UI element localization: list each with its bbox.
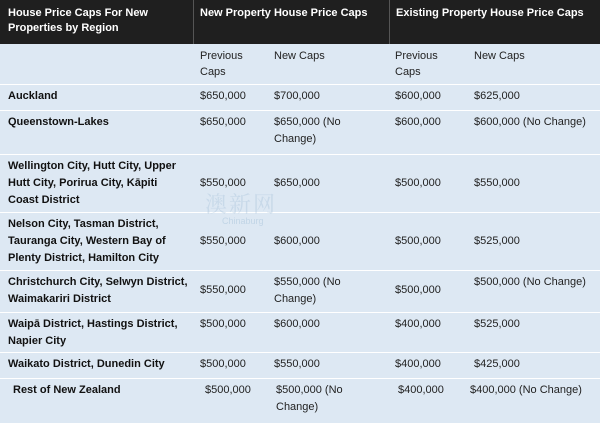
- existing-new-cap: $600,000 (No Change): [474, 116, 586, 128]
- new-cap: $500,000 (No Change): [276, 384, 343, 413]
- new-cap: $700,000: [274, 90, 320, 102]
- watermark-subtext: Chinaburg: [222, 216, 264, 226]
- header-divider: [389, 0, 390, 44]
- header-new-property: New Property House Price Caps: [200, 7, 368, 19]
- existing-new-cap: $500,000 (No Change): [474, 276, 586, 288]
- header-region: House Price Caps For New Properties by Region: [8, 7, 148, 34]
- existing-new-cap: $550,000: [474, 177, 520, 189]
- existing-new-cap: $425,000: [474, 358, 520, 370]
- new-previous-cap: $500,000: [200, 358, 246, 370]
- region-cell: Wellington City, Hutt City, Upper Hutt City, Porirua City, Kāpiti Coast District: [8, 160, 177, 206]
- region-cell: Christchurch City, Selwyn District, Waimakariri District: [8, 276, 188, 305]
- new-previous-cap: $500,000: [200, 318, 246, 330]
- region-cell: Waipā District, Hastings District, Napier City: [8, 318, 178, 347]
- existing-previous-cap: $500,000: [395, 235, 441, 247]
- new-cap: $550,000 (No Change): [274, 276, 341, 305]
- existing-previous-cap: $400,000: [398, 384, 444, 396]
- subheader-existing-previous-caps: Previous Caps: [395, 50, 438, 78]
- new-cap: $600,000: [274, 318, 320, 330]
- existing-previous-cap: $400,000: [395, 358, 441, 370]
- new-previous-cap: $550,000: [200, 235, 246, 247]
- region-cell: Auckland: [8, 90, 58, 102]
- existing-previous-cap: $600,000: [395, 90, 441, 102]
- row-divider: [0, 110, 600, 111]
- header-divider: [193, 0, 194, 44]
- row-divider: [0, 352, 600, 353]
- subheader-existing-new-caps: New Caps: [474, 50, 525, 62]
- region-cell: Waikato District, Dunedin City: [8, 358, 165, 370]
- subheader-new-new-caps: New Caps: [274, 50, 325, 62]
- new-previous-cap: $550,000: [200, 177, 246, 189]
- new-cap: $650,000 (No Change): [274, 116, 341, 145]
- existing-previous-cap: $500,000: [395, 177, 441, 189]
- new-cap: $650,000: [274, 177, 320, 189]
- header-existing-property: Existing Property House Price Caps: [396, 7, 584, 19]
- row-divider: [0, 154, 600, 155]
- row-divider: [0, 270, 600, 271]
- existing-new-cap: $400,000 (No Change): [470, 384, 582, 396]
- existing-previous-cap: $500,000: [395, 284, 441, 296]
- new-previous-cap: $550,000: [200, 284, 246, 296]
- new-previous-cap: $500,000: [205, 384, 251, 396]
- existing-new-cap: $625,000: [474, 90, 520, 102]
- row-divider: [0, 212, 600, 213]
- region-cell: Nelson City, Tasman District, Tauranga City, Western Bay of Plenty District, Hamilton City: [8, 218, 166, 264]
- watermark: 澳新网: [205, 192, 278, 217]
- region-cell: Rest of New Zealand: [13, 384, 121, 396]
- row-divider: [0, 312, 600, 313]
- existing-new-cap: $525,000: [474, 318, 520, 330]
- existing-previous-cap: $600,000: [395, 116, 441, 128]
- new-previous-cap: $650,000: [200, 116, 246, 128]
- row-divider: [0, 378, 600, 379]
- table-header: [0, 0, 600, 44]
- new-cap: $600,000: [274, 235, 320, 247]
- existing-previous-cap: $400,000: [395, 318, 441, 330]
- region-cell: Queenstown-Lakes: [8, 116, 109, 128]
- new-previous-cap: $650,000: [200, 90, 246, 102]
- existing-new-cap: $525,000: [474, 235, 520, 247]
- row-divider: [0, 84, 600, 85]
- subheader-new-previous-caps: Previous Caps: [200, 50, 243, 78]
- new-cap: $550,000: [274, 358, 320, 370]
